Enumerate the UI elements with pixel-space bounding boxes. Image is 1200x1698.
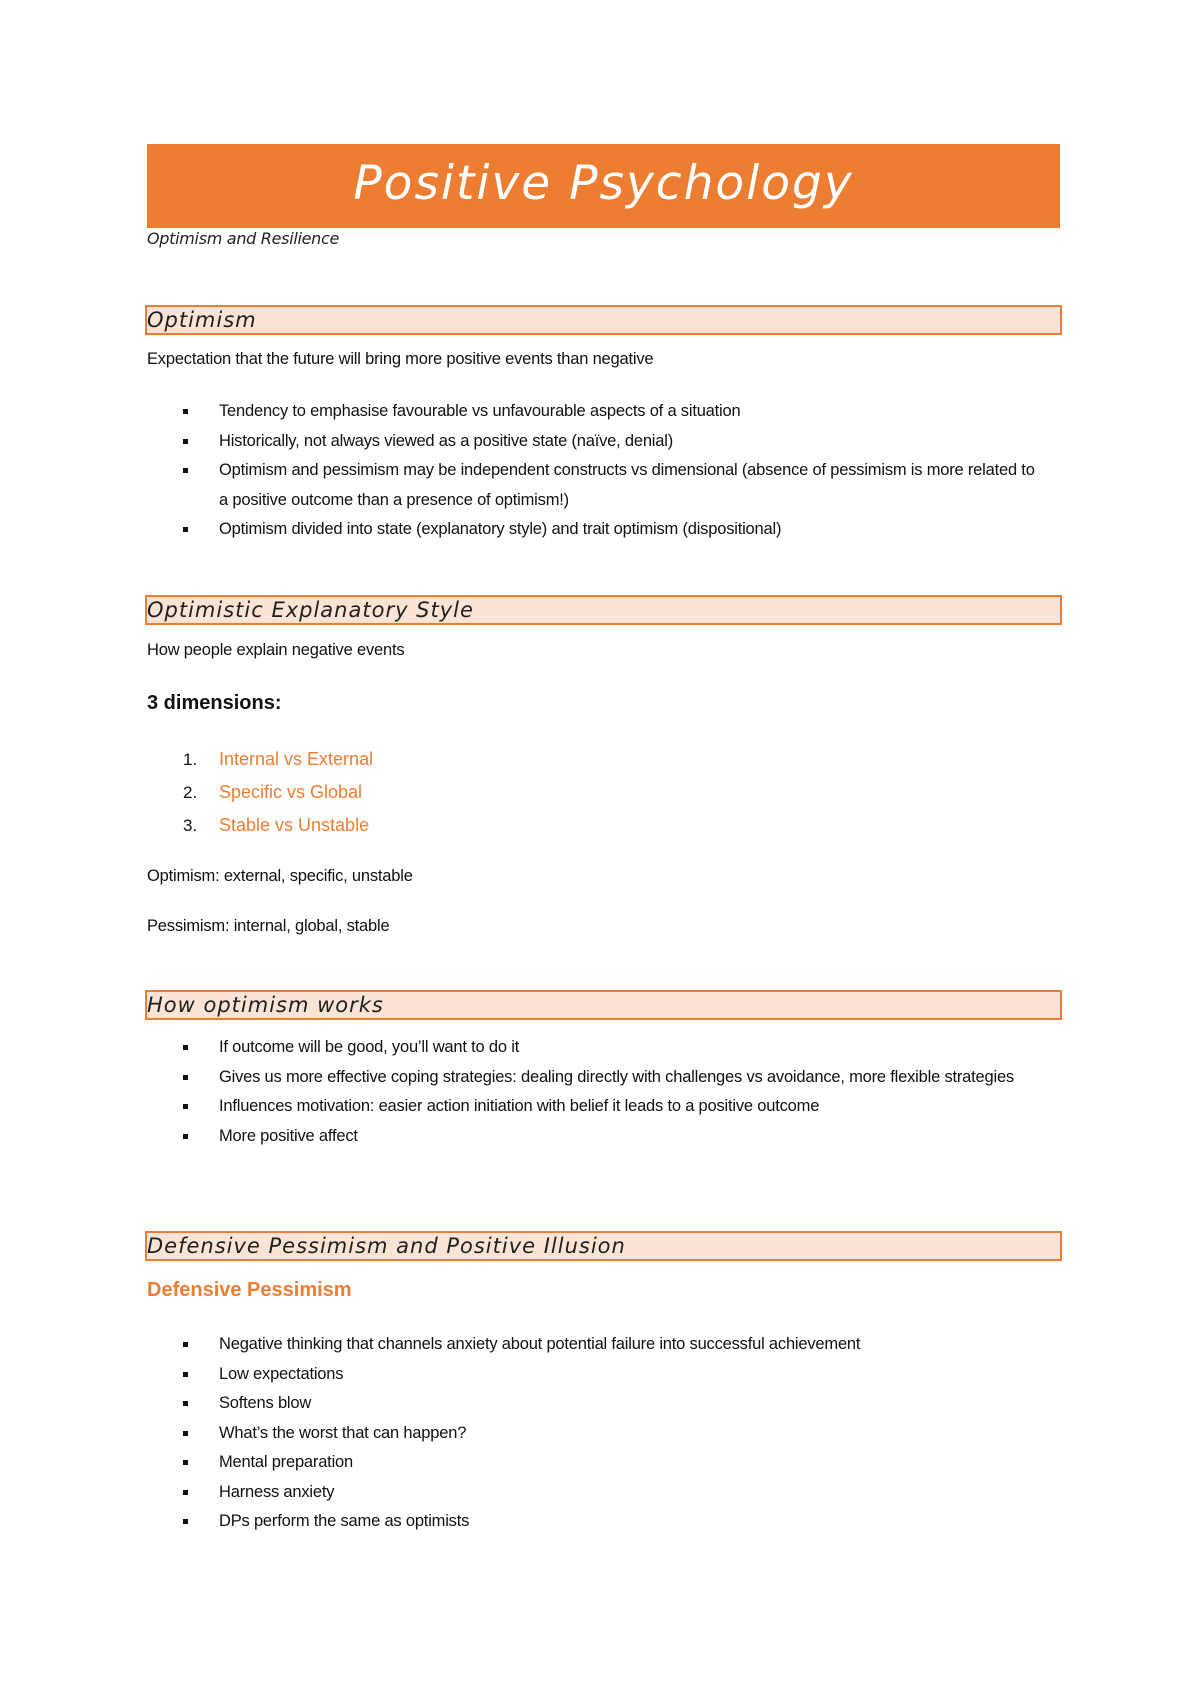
bullet-square-icon	[183, 1045, 188, 1050]
explanatory-intro: How people explain negative events	[147, 641, 405, 659]
list-item	[147, 776, 373, 809]
bullet-square-icon	[183, 1075, 188, 1080]
bullet-square-icon	[183, 1431, 188, 1436]
bullet-square-icon	[183, 1372, 188, 1377]
list-item	[147, 1122, 1067, 1152]
list-item-text: Optimism and pessimism may be independent constructs vs dimensional (absence of pessimism is more related to a positive outcome than a presence of optimism!)	[219, 461, 1035, 509]
bullet-square-icon	[183, 1490, 188, 1495]
section-heading-label: Optimism	[147, 308, 257, 332]
section-heading-label: Defensive Pessimism and Positive Illusion	[147, 1234, 626, 1258]
list-item	[147, 456, 1067, 515]
list-item-text: Stable vs Unstable	[219, 815, 370, 835]
list-item	[147, 427, 1067, 457]
list-item	[147, 1330, 1067, 1360]
list-item-text: Historically, not always viewed as a positive state (naïve, denial)	[219, 431, 674, 450]
bullet-square-icon	[183, 439, 188, 444]
list-number: 1.	[183, 750, 198, 769]
list-item	[147, 1478, 1067, 1508]
list-item	[147, 1389, 1067, 1419]
list-item-text: Mental preparation	[219, 1453, 353, 1471]
dimensions-heading: 3 dimensions:	[147, 692, 282, 714]
list-item	[147, 809, 373, 842]
page-subtitle: Optimism and Resilience	[147, 229, 340, 248]
list-item-text: Harness anxiety	[219, 1482, 335, 1501]
list-number: 3.	[183, 816, 198, 835]
list-item	[147, 1507, 1067, 1537]
list-item-text: Influences motivation: easier action initiation with belief it leads to a positive outcome	[219, 1097, 820, 1115]
bullet-square-icon	[183, 468, 188, 473]
list-item	[147, 1419, 1067, 1449]
list-item-text: DPs perform the same as optimists	[219, 1512, 470, 1530]
bullet-square-icon	[183, 1342, 188, 1347]
list-item	[147, 1360, 1067, 1390]
list-item	[147, 743, 373, 776]
section-heading-label: How optimism works	[147, 993, 384, 1017]
bullet-square-icon	[183, 1460, 188, 1465]
list-item-text: Low expectations	[219, 1364, 344, 1383]
list-item-text: Internal vs External	[219, 749, 374, 769]
list-item-text: Specific vs Global	[219, 782, 363, 802]
list-item-text: Optimism divided into state (explanatory style) and trait optimism (dispositional)	[219, 520, 782, 538]
defensive-bullet-list	[147, 1330, 1067, 1537]
pessimism-summary-line: Pessimism: internal, global, stable	[147, 917, 390, 935]
section-heading-label: Optimistic Explanatory Style	[147, 598, 474, 622]
optimism-definition: Expectation that the future will bring more positive events than negative	[147, 350, 654, 368]
defensive-pessimism-subheading: Defensive Pessimism	[147, 1279, 352, 1301]
bullet-square-icon	[183, 1104, 188, 1109]
list-item-text: Gives us more effective coping strategies: dealing directly with challenges vs avoidance, more flexible strategies	[219, 1067, 1014, 1086]
bullet-square-icon	[183, 527, 188, 532]
dimensions-list	[147, 743, 373, 842]
bullet-square-icon	[183, 1401, 188, 1406]
section-heading-explanatory-style	[145, 595, 1062, 625]
list-item	[147, 515, 1067, 545]
list-item	[147, 1448, 1067, 1478]
how-works-bullet-list	[147, 1033, 1067, 1151]
list-item-text: If outcome will be good, you’ll want to do it	[219, 1038, 520, 1056]
list-number: 2.	[183, 783, 198, 802]
section-heading-defensive-pessimism	[145, 1231, 1062, 1261]
title-banner	[147, 144, 1060, 228]
optimism-summary-line: Optimism: external, specific, unstable	[147, 867, 413, 885]
bullet-square-icon	[183, 409, 188, 414]
page-title: Positive Psychology	[353, 155, 854, 211]
list-item-text: More positive affect	[219, 1126, 358, 1145]
optimism-bullet-list	[147, 397, 1067, 545]
list-item	[147, 1063, 1067, 1093]
list-item	[147, 397, 1067, 427]
list-item-text: Negative thinking that channels anxiety about potential failure into successful achievement	[219, 1335, 861, 1353]
list-item	[147, 1033, 1067, 1063]
list-item-text: Tendency to emphasise favourable vs unfavourable aspects of a situation	[219, 402, 741, 420]
bullet-square-icon	[183, 1519, 188, 1524]
list-item	[147, 1092, 1067, 1122]
section-heading-optimism	[145, 305, 1062, 335]
bullet-square-icon	[183, 1134, 188, 1139]
list-item-text: What’s the worst that can happen?	[219, 1423, 467, 1442]
section-heading-how-optimism-works	[145, 990, 1062, 1020]
list-item-text: Softens blow	[219, 1394, 312, 1412]
